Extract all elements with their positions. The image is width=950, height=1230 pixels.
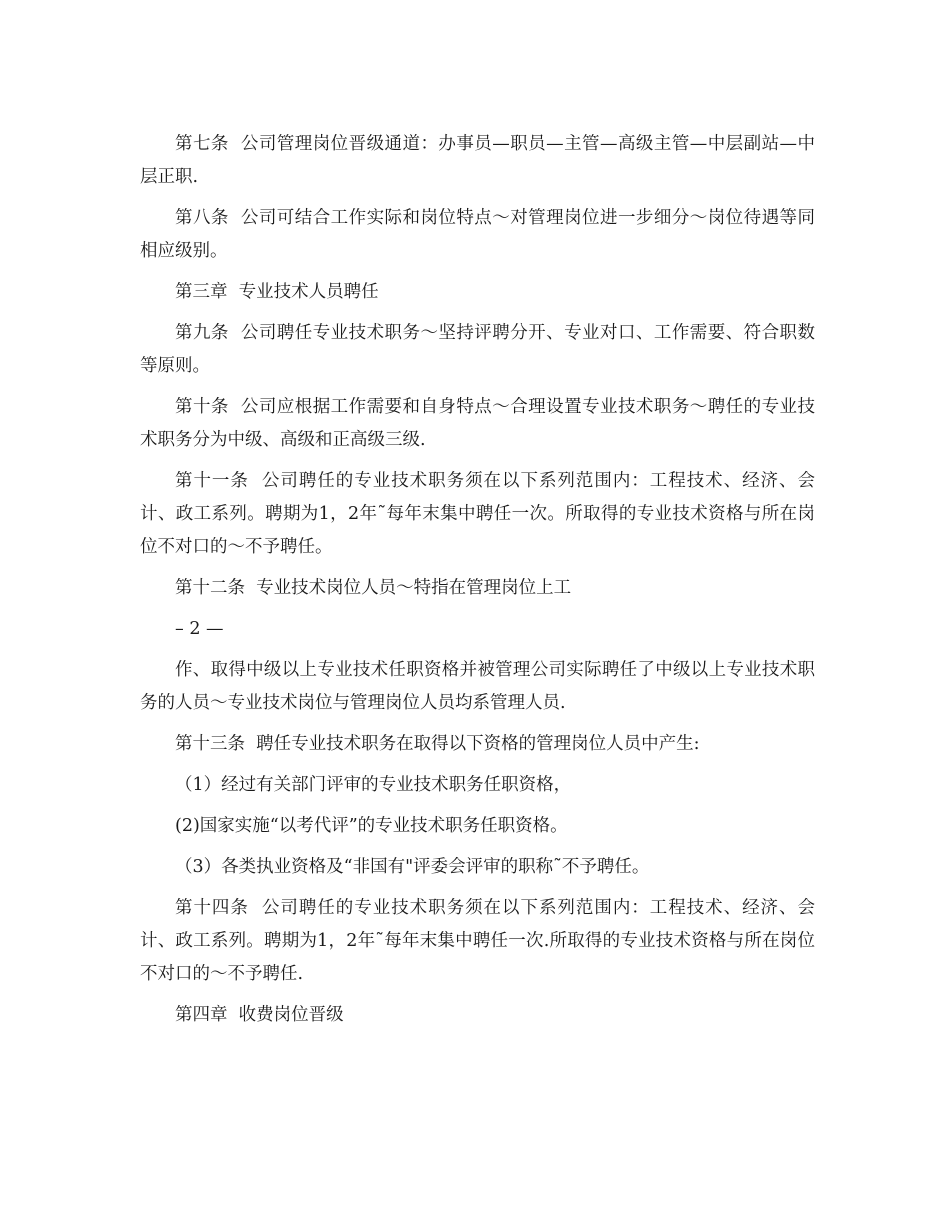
article-13-item-2: (2)国家实施“以考代评”的专业技术职务任职资格。	[175, 816, 568, 836]
chapter-4-heading: 第四章 收费岗位晋级	[175, 1005, 344, 1025]
article-12-paragraph-continued: 作、取得中级以上专业技术任职资格并被管理公司实际聘任了中级以上专业技术职务的人员～专业技术岗位与管理岗位人员均系管理人员.	[140, 660, 815, 713]
page-number: – 2 —	[175, 619, 224, 639]
document-page	[140, 128, 815, 1040]
article-13-paragraph: 第十三条 聘任专业技术职务在取得以下资格的管理岗位人员中产生:	[175, 734, 700, 754]
article-10-paragraph: 第十条 公司应根据工作需要和自身特点～合理设置专业技术职务～聘任的专业技术职务分为中级、高级和正高级三级.	[140, 397, 815, 450]
article-9-paragraph: 第九条 公司聘任专业技术职务～坚持评聘分开、专业对口、工作需要、符合职数等原则。	[140, 323, 815, 376]
chapter-3-heading: 第三章 专业技术人员聘任	[175, 282, 379, 302]
article-13-item-3: （3）各类执业资格及“非国有"评委会评审的职称˜不予聘任。	[175, 857, 650, 877]
article-12-paragraph-start: 第十二条 专业技术岗位人员～特指在管理岗位上工	[175, 578, 572, 598]
article-13-item-1: （1）经过有关部门评审的专业技术职务任职资格，	[175, 775, 572, 795]
article-14-paragraph: 第十四条 公司聘任的专业技术职务须在以下系列范围内：工程技术、经济、会计、政工系列。聘期为1，2年˜每年末集中聘任一次.所取得的专业技术资格与所在岗位不对口的～不予聘任.	[140, 898, 815, 984]
article-8-paragraph: 第八条 公司可结合工作实际和岗位特点～对管理岗位进一步细分～岗位待遇等同相应级别。	[140, 208, 815, 261]
article-11-paragraph: 第十一条 公司聘任的专业技术职务须在以下系列范围内：工程技术、经济、会计、政工系列。聘期为1，2年˜每年末集中聘任一次。所取得的专业技术资格与所在岗位不对口的～不予聘任。	[140, 471, 815, 557]
article-7-paragraph: 第七条 公司管理岗位晋级通道：办事员—职员—主管—高级主管—中层副站—中层正职.	[140, 134, 815, 187]
